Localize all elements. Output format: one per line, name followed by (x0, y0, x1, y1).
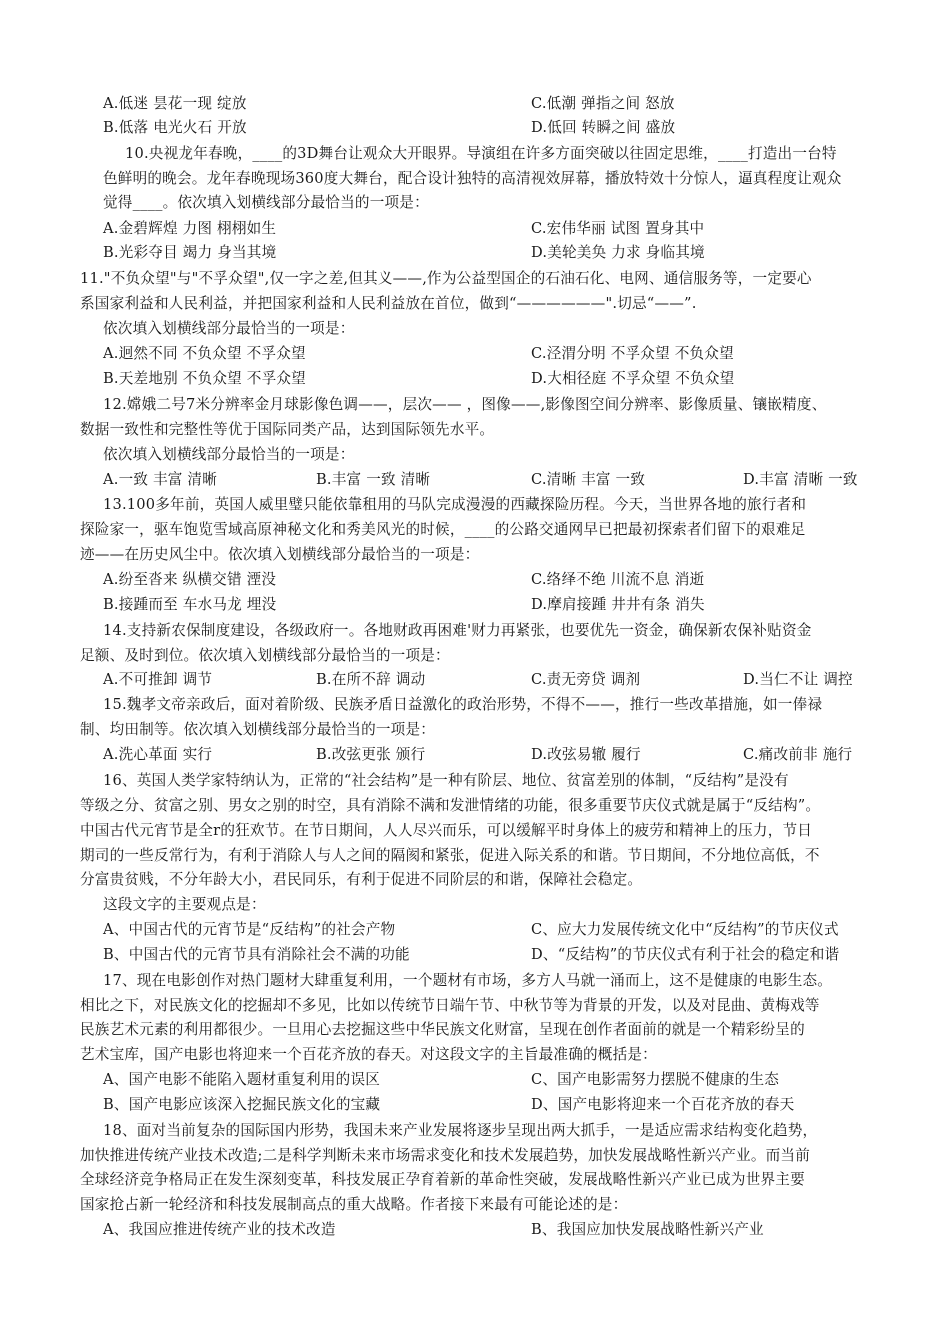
q10-stem-line: 色鲜明的晚会。龙年春晚现场360度大舞台，配合设计独特的高清视效屏幕，播放特效十分惊人，逼真程度让观众 (103, 170, 842, 187)
q15-option-d: D.改弦易辙 履行 (531, 746, 641, 763)
q16-stem-line: 期司的一些反常行为，有利于消除人与人之间的隔阂和紧张，促进入际关系的和谐。节日期间，不分地位高低，不 (80, 847, 820, 864)
q10-option-c: C.宏伟华丽 试图 置身其中 (531, 220, 705, 237)
q14-option-c: C.责无旁贷 调剂 (531, 671, 641, 688)
q14-option-d: D.当仁不让 调控 (743, 671, 853, 688)
q9-option-a: A.低迷 昙花一现 绽放 (103, 95, 247, 112)
q17-option-b: B、国产电影应该深入挖掘民族文化的宝藏 (103, 1096, 381, 1113)
q15-option-a: A.洗心革面 实行 (103, 746, 213, 763)
q9-option-c: C.低潮 弹指之间 怒放 (531, 95, 675, 112)
q12-option-a: A.一致 丰富 清晰 (103, 471, 218, 488)
q12-stem-line: 依次填入划横线部分最恰当的一项是： (103, 446, 355, 463)
q16-stem-line: 中国古代元宵节是全r的狂欢节。在节日期间，人人尽兴而乐，可以缓解平时身体上的疲劳和精神上的压力，节日 (80, 822, 813, 839)
q16-stem-line: 分富贵贫贱，不分年龄大小，君民同乐，有利于促进不同阶层的和谐，保障社会稳定。 (80, 871, 643, 888)
q10-option-b: B.光彩夺目 竭力 身当其境 (103, 244, 277, 261)
q17-option-d: D、国产电影将迎来一个百花齐放的春天 (531, 1096, 795, 1113)
q17-stem-line: 17、现在电影创作对热门题材大肆重复利用，一个题材有市场，多方人马就一涌而上，这不是健康的电影生态。 (103, 972, 833, 989)
q15-option-b: B.改弦更张 颁行 (316, 746, 426, 763)
q18-option-b: B、我国应加快发展战略性新兴产业 (531, 1221, 764, 1238)
q13-stem-line: 迹——在历史风尘中。依次填入划横线部分最恰当的一项是： (80, 546, 480, 563)
q9-option-d: D.低回 转瞬之间 盛放 (531, 119, 676, 136)
q11-option-c: C.泾渭分明 不孚众望 不负众望 (531, 345, 734, 362)
q16-option-b: B、中国古代的元宵节具有消除社会不满的功能 (103, 946, 410, 963)
q13-stem-line: 13.100多年前，英国人威里璧只能依靠租用的马队完成漫漫的西藏探险历程。今天，当世界各地的旅行者和 (103, 496, 807, 513)
q18-stem-line: 18、面对当前复杂的国际国内形势，我国未来产业发展将逐步呈现出两大抓手，一是适应需求结构变化趋势， (103, 1122, 818, 1139)
q18-stem-line: 国家抢占新一轮经济和科技发展制高点的重大战略。作者接下来最有可能论述的是： (80, 1196, 628, 1213)
q12-option-b: B.丰富 一致 清晰 (316, 471, 431, 488)
q15-stem-line: 15.魏孝文帝亲政后，面对着阶级、民族矛盾日益激化的政治形势，不得不——，推行一些改革措施，如一俸禄 (103, 696, 823, 713)
q12-stem-line: 12.嫦娥二号7米分辨率金月球影像色调——，层次—— ，图像——,影像图空间分辨率、影像质量、镶嵌精度、 (103, 396, 827, 413)
q17-option-c: C、国产电影需努力摆脱不健康的生态 (531, 1071, 780, 1088)
q16-stem-line: 这段文字的主要观点是： (103, 896, 266, 913)
q16-option-a: A、中国古代的元宵节是“反结构”的社会产物 (103, 921, 396, 938)
q13-option-a: A.纷至沓来 纵横交错 湮没 (103, 571, 277, 588)
q12-stem-line: 数据一致性和完整性等优于国际同类产品，达到国际领先水平。 (80, 421, 495, 438)
q17-stem-line: 相比之下，对民族文化的挖掘却不多见，比如以传统节日端午节、中秋节等为背景的开发，以及对昆曲、黄梅戏等 (80, 997, 820, 1014)
q14-option-b: B.在所不辞 调动 (316, 671, 426, 688)
q11-stem-line: 依次填入划横线部分最恰当的一项是： (103, 320, 355, 337)
q17-stem-line: 民族艺术元素的利用都很少。一旦用心去挖掘这些中华民族文化财富，呈现在创作者面前的就是一个精彩纷呈的 (80, 1021, 805, 1038)
q13-option-d: D.摩肩接踵 井井有条 消失 (531, 596, 705, 613)
q17-stem-line: 艺术宝库，国产电影也将迎来一个百花齐放的春天。对这段文字的主旨最准确的概括是： (80, 1046, 657, 1063)
q18-stem-line: 加快推进传统产业技术改造;二是科学判断未来市场需求变化和技术发展趋势，加快发展战略性新兴产业。而当前 (80, 1147, 811, 1164)
q11-option-a: A.迥然不同 不负众望 不孚众望 (103, 345, 306, 362)
q16-stem-line: 等级之分、贫富之别、男女之别的时空，具有消除不满和发泄情绪的功能，很多重要节庆仪式就是属于“反结构”。 (80, 797, 821, 814)
q11-option-b: B.天差地别 不负众望 不孚众望 (103, 370, 306, 387)
q15-stem-line: 制、均田制等。依次填入划横线部分最恰当的一项是： (80, 721, 436, 738)
q16-option-d: D、“反结构”的节庆仪式有利于社会的稳定和谐 (531, 946, 840, 963)
q11-option-d: D.大相径庭 不孚众望 不负众望 (531, 370, 735, 387)
q17-option-a: A、国产电影不能陷入题材重复利用的误区 (103, 1071, 381, 1088)
q16-option-c: C、应大力发展传统文化中“反结构”的节庆仪式 (531, 921, 839, 938)
q11-stem-line: 11."不负众望"与"不孚众望",仅一字之差,但其义——,作为公益型国企的石油石化、电网、通信服务等，一定要心 (80, 270, 812, 287)
q10-option-d: D.美轮美奂 力求 身临其境 (531, 244, 705, 261)
q18-option-a: A、我国应推进传统产业的技术改造 (103, 1221, 336, 1238)
q18-stem-line: 全球经济竞争格局正在发生深刻变革，科技发展正孕育着新的革命性突破，发展战略性新兴产业已成为世界主要 (80, 1171, 805, 1188)
q11-stem-line: 系国家利益和人民利益，并把国家利益和人民利益放在首位，做到“——————".切忌“——”. (80, 295, 697, 312)
q10-stem-line: 10.央视龙年春晚，____的3D舞台让观众大开眼界。导演组在许多方面突破以往固定思维，____打造出一台特 (125, 145, 837, 162)
q10-stem-line: 觉得____。依次填入划横线部分最恰当的一项是： (103, 194, 429, 211)
q14-option-a: A.不可推卸 调节 (103, 671, 213, 688)
q12-option-c: C.清晰 丰富 一致 (531, 471, 646, 488)
q14-stem-line: 足额、及时到位。依次填入划横线部分最恰当的一项是： (80, 647, 450, 664)
q13-option-b: B.接踵而至 车水马龙 埋没 (103, 596, 277, 613)
q13-stem-line: 探险家一，驱车饱览雪域高原神秘文化和秀美风光的时候，____的公路交通网早已把最初探索者们留下的艰难足 (80, 521, 806, 538)
q15-option-c: C.痛改前非 施行 (743, 746, 853, 763)
q13-option-c: C.络绎不绝 川流不息 消逝 (531, 571, 705, 588)
q12-option-d: D.丰富 清晰 一致 (743, 471, 858, 488)
q10-option-a: A.金碧辉煌 力图 栩栩如生 (103, 220, 277, 237)
q14-stem-line: 14.支持新农保制度建设，各级政府一。各地财政再困难'财力再紧张，也要优先一资金，确保新农保补贴资金 (103, 622, 812, 639)
q16-stem-line: 16、英国人类学家特纳认为，正常的“社会结构”是一种有阶层、地位、贫富差别的体制，“反结构”是没有 (103, 772, 789, 789)
q9-option-b: B.低落 电光火石 开放 (103, 119, 247, 136)
